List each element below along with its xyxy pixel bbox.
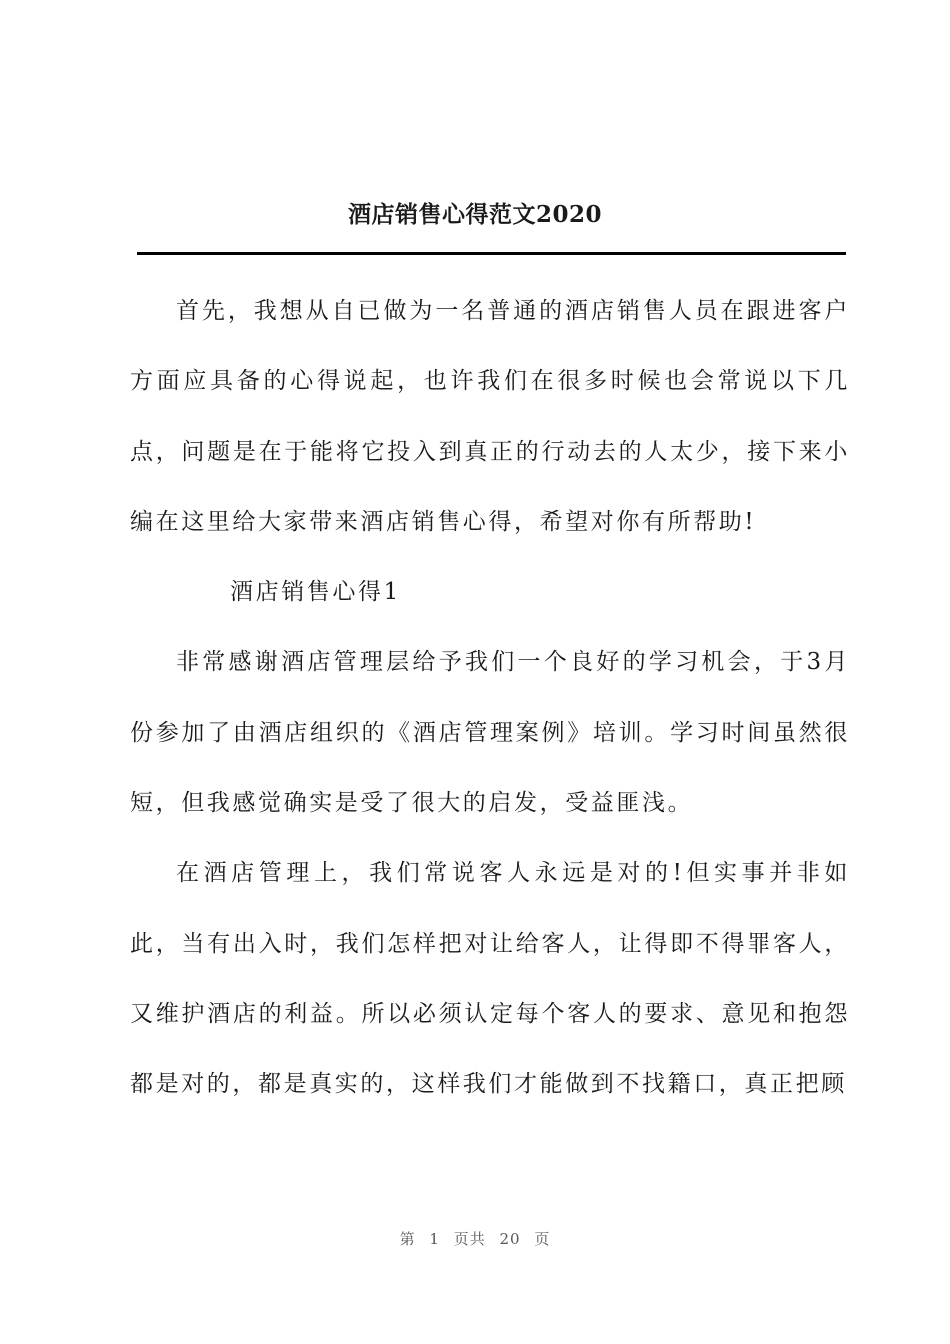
body-paragraph-2: 在酒店管理上，我们常说客人永远是对的!但实事并非如此，当有出入时，我们怎样把对让给客人，让得即不得罪客人，又维护酒店的利益。所以必须认定每个客人的要求、意见和抱怨都是对的，都是真实的，这样我们才能做到不找籍口，真正把顾 <box>130 860 850 1098</box>
intro-paragraph: 首先，我想从自已做为一名普通的酒店销售人员在跟进客户方面应具备的心得说起，也许我们在很多时候也会常说以下几点，问题是在于能将它投入到真正的行动去的人太少，接下来小编在这里给大家带来酒店销售心得，希望对你有所帮助! <box>130 298 850 535</box>
section-heading: 酒店销售心得1 <box>230 579 401 606</box>
title-underline <box>137 252 846 255</box>
document-body <box>130 276 850 1120</box>
body-paragraph-1: 非常感谢酒店管理层给予我们一个良好的学习机会，于3月份参加了由酒店组织的《酒店管理案例》培训。学习时间虽然很短，但我感觉确实是受了很大的启发，受益匪浅。 <box>130 649 850 817</box>
page-number-footer: 第 1 页共 20 页 <box>399 1230 551 1248</box>
document-title: 酒店销售心得范文2020 <box>347 201 602 228</box>
